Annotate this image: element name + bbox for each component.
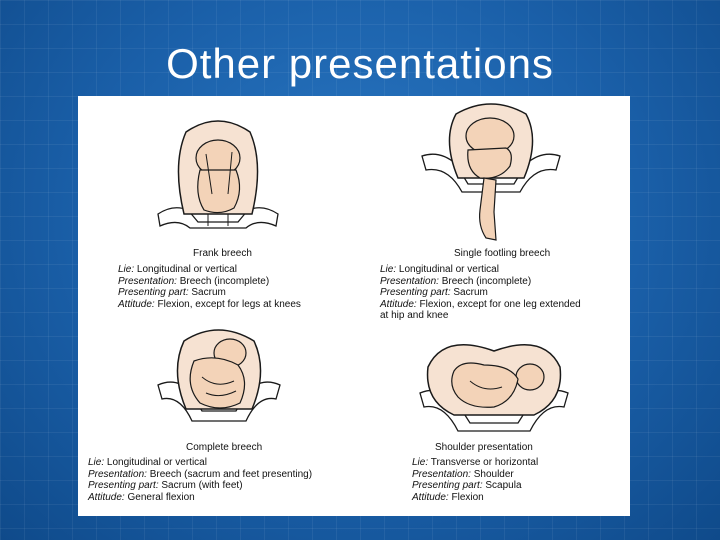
frank-breech-illustration — [148, 114, 288, 239]
single-footling-breech-illustration — [416, 100, 566, 244]
complete-breech-quadrant — [78, 321, 354, 516]
shoulder-presentation-description: Lie: Transverse or horizontal Presentation: Shoulder Presenting part: Scapula Attitude: Flexion — [412, 457, 539, 503]
slide-title: Other presentations — [166, 40, 554, 87]
single-footling-breech-quadrant — [354, 96, 630, 321]
complete-breech-illustration — [150, 325, 288, 443]
single-footling-breech-caption: Single footling breech — [454, 248, 551, 259]
shoulder-presentation-caption: Shoulder presentation — [435, 442, 533, 453]
single-footling-breech-description: Lie: Longitudinal or vertical Presentation: Breech (incomplete) Presenting part: Sacrum Attitude: Flexion, except for one leg extended at hip and knee — [380, 264, 581, 322]
frank-breech-quadrant — [78, 96, 354, 321]
complete-breech-caption: Complete breech — [186, 442, 263, 453]
frank-breech-caption: Frank breech — [193, 248, 252, 259]
shoulder-presentation-illustration — [414, 331, 574, 443]
frank-breech-description: Lie: Longitudinal or vertical Presentation: Breech (incomplete) Presenting part: Sacrum Attitude: Flexion, except for legs at knees — [118, 264, 301, 310]
shoulder-presentation-quadrant — [354, 321, 630, 516]
illustration-panel — [78, 96, 630, 516]
complete-breech-description: Lie: Longitudinal or vertical Presentation: Breech (sacrum and feet presenting) Presenting part: Sacrum (with feet) Attitude: General flexion — [88, 457, 313, 503]
